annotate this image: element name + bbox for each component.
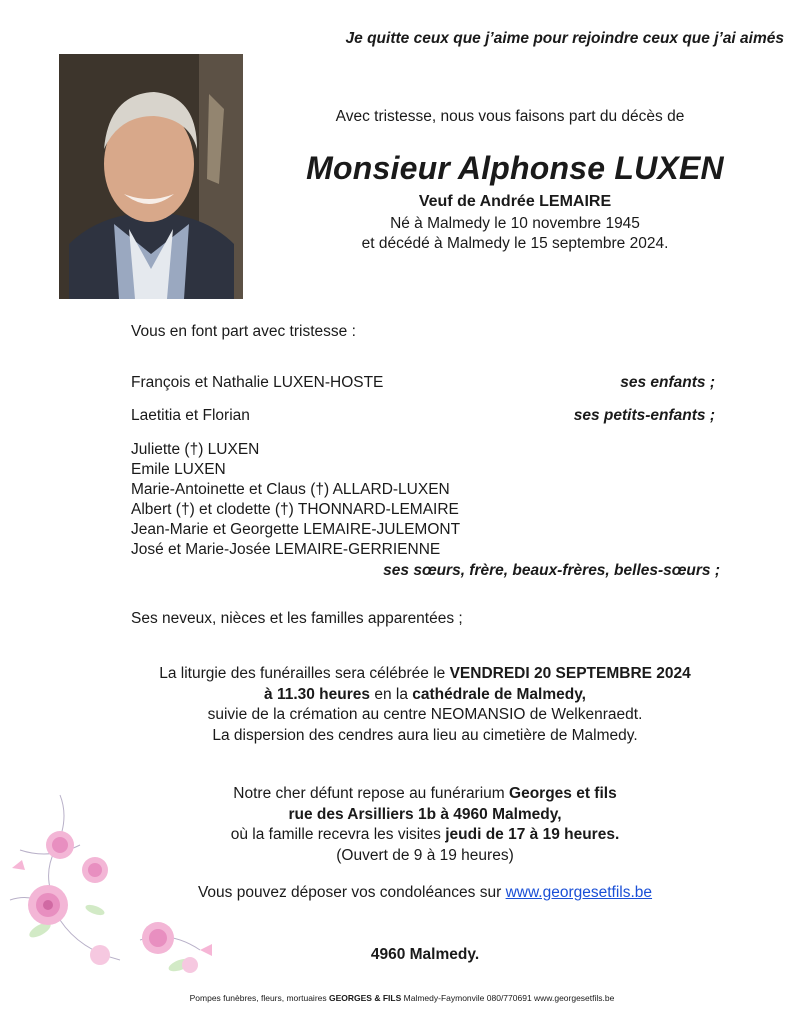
- funeral-details: La liturgie des funérailles sera célébrée le VENDREDI 20 SEPTEMBRE 2024 à 11.30 heures en la cathédrale de Malmedy, suivie de la crémation au centre NEOMANSIO de Welkenraedt. La dispersion des cendres aura lieu au cimetière de Malmedy.: [159, 665, 691, 744]
- children-label: ses enfants ;: [620, 374, 715, 391]
- sibling-line: José et Marie-Josée LEMAIRE-GERRIENNE: [131, 541, 441, 558]
- children-names: François et Nathalie LUXEN-HOSTE: [131, 374, 384, 391]
- funeral-home-footer: Pompes funèbres, fleurs, mortuaires GEORGES & FILS Malmedy-Faymonvile 080/770691 www.georgesetfils.be: [189, 993, 615, 1003]
- widow-of: Veuf de Andrée LEMAIRE: [418, 193, 612, 210]
- death-line: et décédé à Malmedy le 15 septembre 2024.: [361, 235, 669, 252]
- sibling-line: Emile LUXEN: [131, 461, 226, 478]
- siblings-label: ses sœurs, frère, beaux-frères, belles-sœurs ;: [383, 562, 720, 579]
- grandchildren-label: ses petits-enfants ;: [573, 407, 715, 424]
- deceased-name: Monsieur Alphonse LUXEN: [306, 150, 724, 186]
- sibling-line: Marie-Antoinette et Claus (†) ALLARD-LUXEN: [131, 481, 450, 498]
- portrait-photo: [59, 54, 243, 299]
- grandchildren-names: Laetitia et Florian: [131, 407, 250, 424]
- announce-text: Vous en font part avec tristesse :: [131, 323, 356, 340]
- extended-family: Ses neveux, nièces et les familles apparentées ;: [131, 610, 463, 627]
- website-link[interactable]: www.georgesetfils.be: [505, 884, 653, 901]
- sibling-line: Albert (†) et clodette (†) THONNARD-LEMAIRE: [131, 501, 459, 518]
- condolences-line: Vous pouvez déposer vos condoléances sur www.georgesetfils.be: [197, 884, 653, 901]
- funerarium-details: Notre cher défunt repose au funérarium Georges et fils rue des Arsilliers 1b à 4960 Malmedy, où la famille recevra les visites jeudi de 17 à 19 heures. (Ouvert de 9 à 19 heures): [230, 785, 620, 864]
- city-line: 4960 Malmedy.: [370, 946, 480, 963]
- intro-text: Avec tristesse, nous vous faisons part du décès de: [335, 108, 685, 125]
- portrait-image: [59, 54, 243, 299]
- birth-line: Né à Malmedy le 10 novembre 1945: [390, 215, 640, 232]
- sibling-line: Jean-Marie et Georgette LEMAIRE-JULEMONT: [131, 521, 461, 538]
- sibling-line: Juliette (†) LUXEN: [131, 441, 260, 458]
- epitaph-quote: Je quitte ceux que j’aime pour rejoindre ceux que j’ai aimés: [345, 30, 784, 47]
- rose-decoration: [0, 790, 230, 1000]
